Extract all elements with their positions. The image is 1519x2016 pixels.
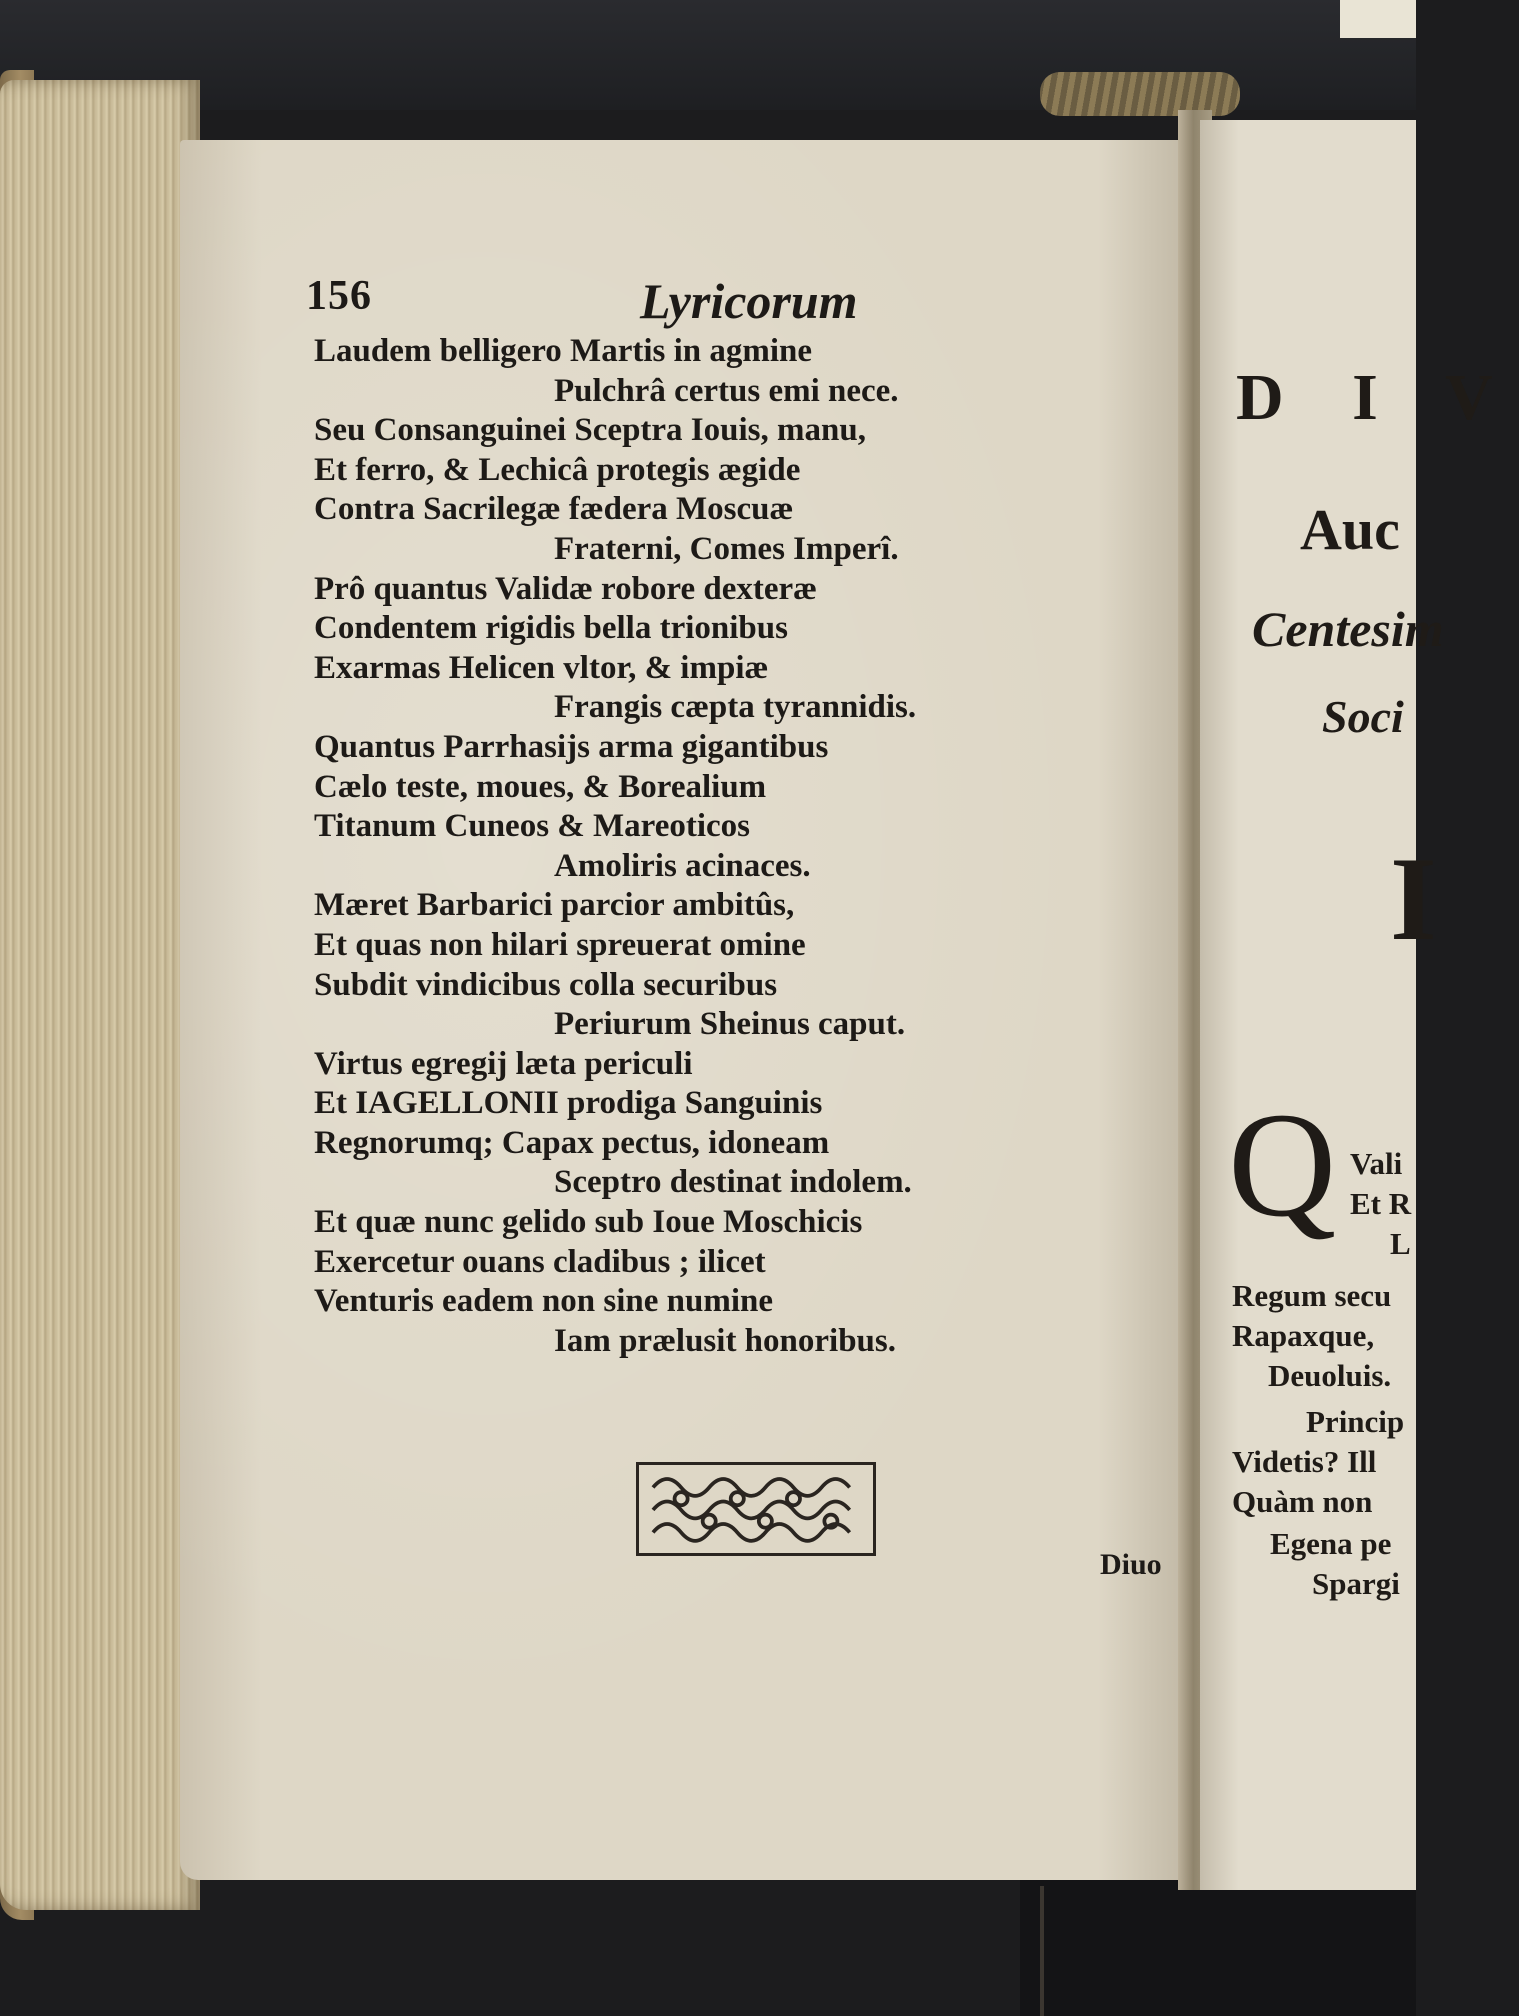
verse-line: Subdit vindicibus colla securibus: [314, 966, 778, 1003]
verse-body: [314, 332, 1034, 1361]
binding-thread: [1040, 1886, 1044, 2016]
right-line-8: Spargi: [1312, 1566, 1400, 1601]
right-line-5: Videtis? Ill: [1232, 1444, 1377, 1479]
verse-line: Pulchrâ certus emi nece.: [554, 372, 899, 409]
verse-line: Frangis cæpta tyrannidis.: [554, 689, 917, 726]
right-large-letter: I: [1390, 832, 1437, 965]
page-edges: [0, 80, 200, 1910]
verse-line: Iam prælusit honoribus.: [554, 1322, 897, 1359]
running-head: Lyricorum: [640, 273, 858, 329]
initial-line-3: L: [1390, 1226, 1411, 1261]
right-title: D I V: [1236, 361, 1519, 434]
ornament-pattern: [639, 1465, 873, 1553]
right-line-1: Regum secu: [1232, 1278, 1392, 1313]
verse-line: Laudem belligero Martis in agmine: [314, 333, 813, 369]
right-line-7: Egena pe: [1270, 1526, 1392, 1561]
verse-line: Et ferro, & Lechicâ protegis ægide: [314, 451, 801, 488]
verse-line: Exercetur ouans cladibus ; ilicet: [314, 1243, 766, 1280]
right-subtitle: Auc: [1300, 497, 1400, 562]
verse-line: Fraterni, Comes Imperî.: [554, 530, 899, 567]
verse-line: Amoliris acinaces.: [554, 847, 811, 884]
catchword: Diuo: [1100, 1548, 1162, 1581]
verse-line: Prô quantus Validæ robore dexteræ: [314, 570, 817, 607]
verse-line: Cælo teste, moues, & Borealium: [314, 768, 767, 805]
verse-line: Exarmas Helicen vltor, & impiæ: [314, 649, 769, 686]
right-subtitle-italic: Centesim: [1252, 601, 1444, 657]
verse-line: Sceptro destinat indolem.: [554, 1164, 912, 1201]
verse-line: Et quæ nunc gelido sub Ioue Moschicis: [314, 1204, 863, 1241]
initial-line-1: Vali: [1350, 1146, 1403, 1181]
page-header: [0, 272, 1416, 332]
verse-line: Periurum Sheinus caput.: [554, 1006, 906, 1043]
initial-line-2: Et R: [1350, 1186, 1412, 1221]
page-number: 156: [306, 273, 372, 319]
right-line-6: Quàm non: [1232, 1484, 1373, 1519]
verse-line: Venturis eadem non sine numine: [314, 1283, 774, 1320]
right-line-3: Deuoluis.: [1268, 1358, 1392, 1393]
right-subtitle-italic-2: Soci: [1322, 691, 1404, 742]
printers-ornament: [636, 1462, 876, 1556]
right-page-top: [1340, 0, 1416, 38]
verse-line: Contra Sacrilegæ fædera Moscuæ: [314, 491, 794, 528]
verse-line: Titanum Cuneos & Mareoticos: [314, 808, 751, 845]
verse-line: Et IAGELLONII prodiga Sanguinis: [314, 1085, 823, 1122]
verse-line: Virtus egregij læta periculi: [314, 1045, 693, 1082]
verse-line: Condentem rigidis bella trionibus: [314, 610, 788, 647]
drop-initial: Q: [1228, 1082, 1337, 1248]
right-line-4: Princip: [1306, 1404, 1405, 1439]
verse-line: Mæret Barbarici parcior ambitûs,: [314, 887, 795, 924]
verse-line: Seu Consanguinei Sceptra Iouis, manu,: [314, 412, 866, 449]
verse-line: Regnorumq; Capax pectus, idoneam: [314, 1124, 830, 1161]
verse-line: Et quas non hilari spreuerat omine: [314, 926, 806, 963]
verse-line: Quantus Parrhasijs arma gigantibus: [314, 728, 829, 765]
right-line-2: Rapaxque,: [1232, 1318, 1375, 1353]
